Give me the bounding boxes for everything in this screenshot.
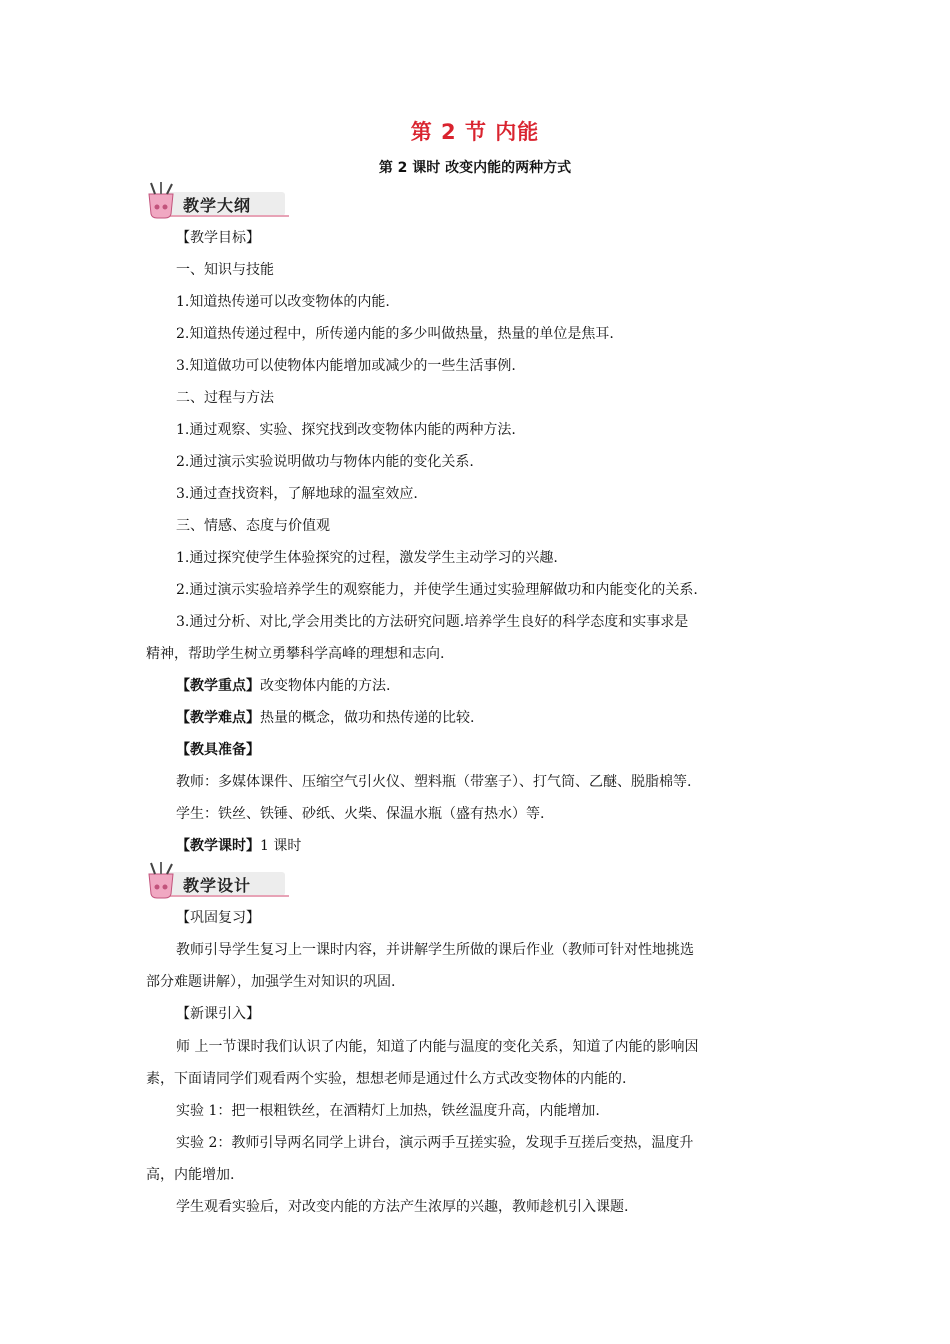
page-subtitle: 第 2 课时 改变内能的两种方式 <box>378 160 572 176</box>
key-point-label: 【教学重点】 <box>176 678 260 694</box>
emotion-heading: 三、情感、态度与价值观 <box>176 518 330 534</box>
knowledge-item-3: 3.知道做功可以使物体内能增加或减少的一些生活事例. <box>176 358 516 374</box>
knowledge-heading: 一、知识与技能 <box>176 262 274 278</box>
goal-heading: 【教学目标】 <box>176 230 260 246</box>
student-tools: 学生：铁丝、铁锤、砂纸、火柴、保温水瓶（盛有热水）等. <box>176 806 545 822</box>
emotion-item-3b: 精神，帮助学生树立勇攀科学高峰的理想和志向. <box>146 646 445 662</box>
difficulty <box>146 708 836 728</box>
class-hours-label: 【教学课时】 <box>176 838 260 854</box>
emotion-item-2: 2.通过演示实验培养学生的观察能力，并使学生通过实验理解做功和内能变化的关系. <box>176 582 698 598</box>
section-banner-outline <box>143 180 293 220</box>
emotion-item-1: 1.通过探究使学生体验探究的过程，激发学生主动学习的兴趣. <box>176 550 558 566</box>
process-item-3: 3.通过查找资料，了解地球的温室效应. <box>176 486 418 502</box>
tools-heading: 【教具准备】 <box>176 742 260 758</box>
difficulty-text: 热量的概念，做功和热传递的比较. <box>260 710 475 726</box>
knowledge-item-1: 1.知道热传递可以改变物体的内能. <box>176 294 390 310</box>
page-title: 第 2 节 内能 <box>410 120 540 144</box>
class-hours <box>146 836 836 856</box>
review-text-b: 部分难题讲解），加强学生对知识的巩固. <box>146 974 396 990</box>
section-title: 教学设计 <box>183 876 252 895</box>
difficulty-label: 【教学难点】 <box>176 710 260 726</box>
intro-text-a: 师 上一节课时我们认识了内能，知道了内能与温度的变化关系，知道了内能的影响因 <box>176 1039 699 1055</box>
pen-holder-icon <box>143 860 187 900</box>
intro-heading: 【新课引入】 <box>176 1006 260 1022</box>
experiment-1: 实验 1：把一根粗铁丝，在酒精灯上加热，铁丝温度升高，内能增加. <box>176 1103 600 1119</box>
key-point <box>146 676 836 696</box>
pen-holder-icon <box>143 180 187 220</box>
class-hours-text: 1 课时 <box>260 838 302 854</box>
emotion-item-3a: 3.通过分析、对比,学会用类比的方法研究问题.培养学生良好的科学态度和实事求是 <box>176 614 689 630</box>
section-title: 教学大纲 <box>183 196 252 215</box>
experiment-2b: 高，内能增加. <box>146 1167 235 1183</box>
section-banner-design <box>143 860 293 900</box>
teacher-tools: 教师：多媒体课件、压缩空气引火仪、塑料瓶（带塞子）、打气筒、乙醚、脱脂棉等. <box>176 774 692 790</box>
knowledge-item-2: 2.知道热传递过程中，所传递内能的多少叫做热量，热量的单位是焦耳. <box>176 326 614 342</box>
review-heading: 【巩固复习】 <box>176 910 260 926</box>
process-heading: 二、过程与方法 <box>176 390 274 406</box>
intro-text-b: 素，下面请同学们观看两个实验，想想老师是通过什么方式改变物体的内能的. <box>146 1071 627 1087</box>
key-point-text: 改变物体内能的方法. <box>260 678 391 694</box>
process-item-1: 1.通过观察、实验、探究找到改变物体内能的两种方法. <box>176 422 516 438</box>
after-experiment: 学生观看实验后，对改变内能的方法产生浓厚的兴趣，教师趁机引入课题. <box>176 1199 629 1215</box>
experiment-2a: 实验 2：教师引导两名同学上讲台，演示两手互搓实验，发现手互搓后变热，温度升 <box>176 1135 694 1151</box>
review-text-a: 教师引导学生复习上一课时内容，并讲解学生所做的课后作业（教师可针对性地挑选 <box>176 942 694 958</box>
process-item-2: 2.通过演示实验说明做功与物体内能的变化关系. <box>176 454 474 470</box>
